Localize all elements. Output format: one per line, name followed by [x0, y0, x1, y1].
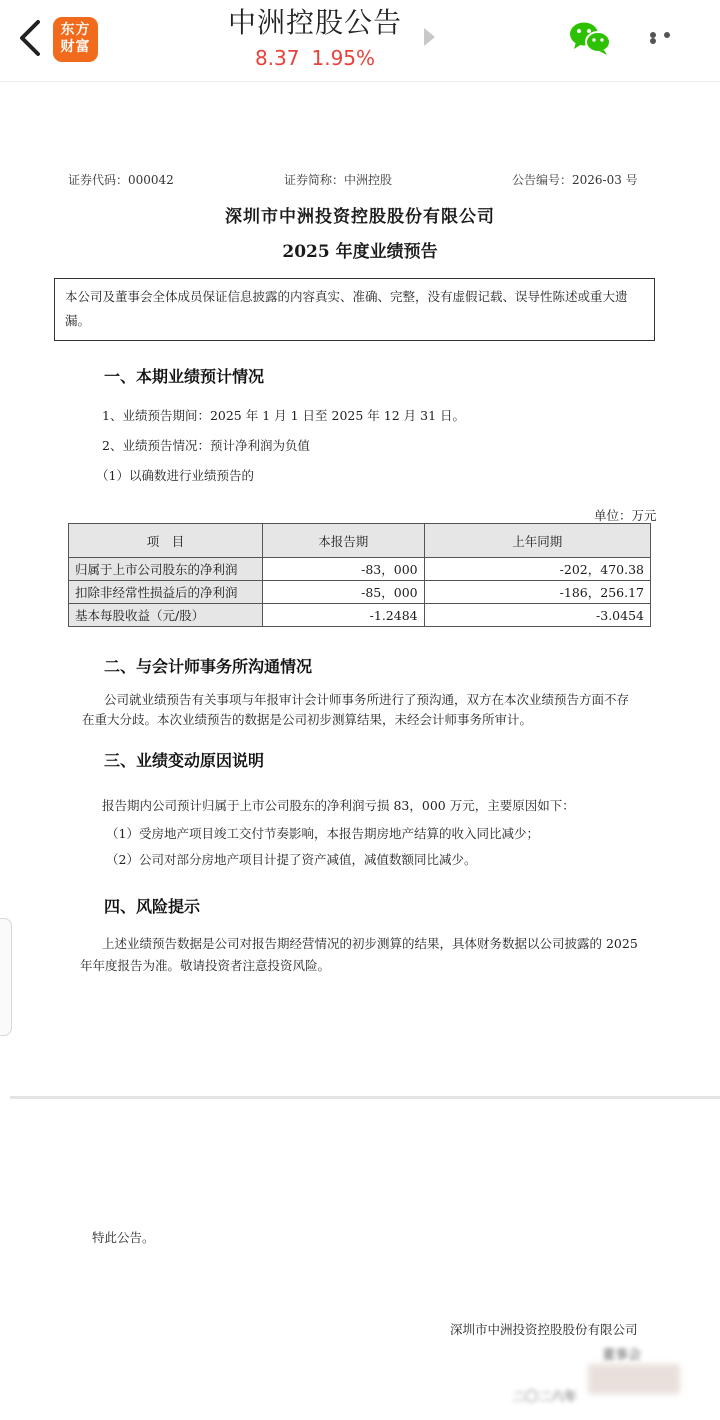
company-name: 深圳市中洲投资控股股份有限公司 [225, 207, 495, 227]
table-row [69, 581, 651, 604]
section-heading-1: 一、本期业绩预计情况 [104, 367, 265, 386]
forecast-method: （1）以确数进行业绩预告的 [96, 468, 254, 483]
change-reason-item: （2）公司对部分房地产项目计提了资产减值，减值数额同比减少。 [106, 852, 477, 867]
financial-table [68, 523, 651, 627]
header-title-block[interactable] [200, 4, 430, 72]
previous-value: -202，470.38 [424, 558, 650, 581]
security-code: 证券代码：000042 [68, 173, 174, 187]
chevron-left-icon [14, 18, 46, 58]
change-reason-text: 报告期内公司预计归属于上市公司股东的净利润亏损 83，000 万元，主要原因如下： [102, 798, 575, 813]
section-heading-2: 二、与会计师事务所沟通情况 [104, 657, 313, 676]
communication-text: 公司就业绩预告有关事项与年报审计会计师事务所进行了预沟通，双方在本次业绩预告方面不存 [104, 692, 630, 707]
more-dot-icon [650, 38, 656, 44]
stock-price: 8.37 [254, 46, 300, 70]
previous-value: -3.0454 [424, 604, 650, 627]
logo-text-1: 东方 [60, 22, 91, 38]
more-dot-icon [664, 32, 670, 38]
row-label: 基本每股收益（元/股） [69, 604, 263, 627]
table-row [69, 558, 651, 581]
more-options-button[interactable] [650, 32, 690, 44]
table-header-row [69, 524, 651, 558]
back-button[interactable] [14, 18, 46, 58]
signature-board: 董事会 [602, 1348, 642, 1363]
side-pull-tab[interactable] [0, 918, 12, 1036]
report-title: 2025 年度业绩预告 [282, 242, 438, 262]
table-unit: 单位：万元 [594, 508, 657, 523]
disclaimer-box [54, 278, 655, 341]
watermark-overlay [588, 1364, 680, 1394]
stock-change: 1.95% [311, 46, 376, 70]
app-header [0, 0, 720, 82]
closing-statement: 特此公告。 [92, 1230, 155, 1245]
wechat-share-button[interactable] [568, 20, 612, 56]
table-header: 项 目 [69, 524, 263, 558]
security-short-name: 证券简称：中洲控股 [284, 173, 393, 187]
disclaimer-line: 本公司及董事会全体成员保证信息披露的内容真实、准确、完整，没有虚假记载、误导性陈述或重大遗 [65, 289, 628, 304]
previous-value: -186，256.17 [424, 581, 650, 604]
communication-text: 在重大分歧。本次业绩预告的数据是公司初步测算结果，未经会计师事务所审计。 [82, 712, 533, 727]
disclaimer-line: 漏。 [65, 313, 91, 328]
caret-right-icon[interactable] [424, 28, 435, 46]
current-value: -1.2484 [263, 604, 425, 627]
current-value: -83，000 [263, 558, 425, 581]
page-title: 中洲控股公告 [227, 6, 402, 39]
wechat-icon [568, 20, 612, 56]
row-label: 归属于上市公司股东的净利润 [69, 558, 263, 581]
app-logo[interactable] [53, 17, 98, 62]
section-heading-3: 三、业绩变动原因说明 [104, 751, 265, 770]
logo-text-2: 财富 [60, 39, 91, 55]
change-reason-item: （1）受房地产项目竣工交付节奏影响，本报告期房地产结算的收入同比减少； [106, 826, 539, 841]
section-heading-4: 四、风险提示 [104, 897, 201, 916]
notice-number: 公告编号：2026-03 号 [512, 173, 638, 187]
forecast-status: 2、业绩预告情况：预计净利润为负值 [102, 438, 310, 453]
row-label: 扣除非经常性损益后的净利润 [69, 581, 263, 604]
table-header: 本报告期 [263, 524, 425, 558]
forecast-period: 1、业绩预告期间：2025 年 1 月 1 日至 2025 年 12 月 31 日。 [102, 408, 466, 423]
page-divider [10, 1096, 720, 1099]
risk-text: 上述业绩预告数据是公司对报告期经营情况的初步测算的结果，具体财务数据以公司披露的 2025 [102, 936, 638, 951]
table-header: 上年同期 [424, 524, 650, 558]
signature-date: 二〇二六年 [512, 1390, 578, 1405]
announcement-document[interactable] [0, 82, 720, 1420]
signature-company: 深圳市中洲投资控股股份有限公司 [450, 1322, 638, 1337]
risk-text: 年年度报告为准。敬请投资者注意投资风险。 [80, 958, 331, 973]
stock-quote [200, 44, 430, 72]
table-row [69, 604, 651, 627]
current-value: -85，000 [263, 581, 425, 604]
